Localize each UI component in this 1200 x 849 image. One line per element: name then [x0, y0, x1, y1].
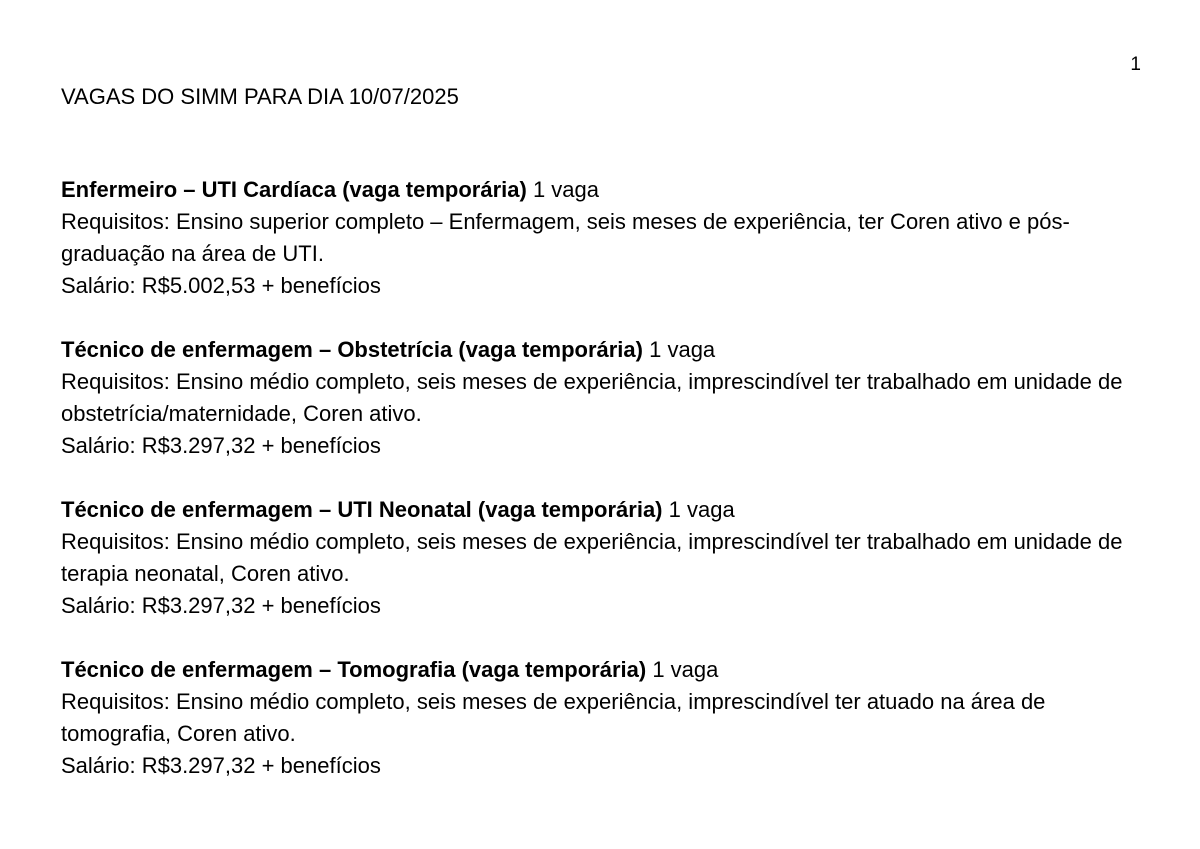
document-title: VAGAS DO SIMM PARA DIA 10/07/2025 — [61, 84, 459, 109]
job-heading — [61, 654, 1136, 686]
job-openings: 1 vaga — [532, 177, 600, 202]
job-listings — [61, 174, 1136, 782]
job-role: Enfermeiro – UTI Cardíaca (vaga temporária) — [61, 177, 527, 202]
job-openings: 1 vaga — [652, 657, 719, 682]
job-requirements: Requisitos: Ensino médio completo, seis meses de experiência, imprescindível ter atuado na área de tomografia, Coren ativo. — [61, 689, 1046, 746]
job-listing-tech-obstetrics — [61, 334, 1136, 462]
job-heading — [61, 494, 1136, 526]
job-role: Técnico de enfermagem – Tomografia (vaga temporária) — [61, 657, 647, 682]
job-salary: Salário: R$3.297,32 + benefícios — [61, 433, 381, 458]
page-number: 1 — [1130, 54, 1141, 75]
job-requirements: Requisitos: Ensino médio completo, seis meses de experiência, imprescindível ter trabalhado em unidade de terapia neonatal, Coren ativo. — [61, 529, 1123, 586]
job-salary: Salário: R$3.297,32 + benefícios — [61, 753, 381, 778]
job-salary: Salário: R$5.002,53 + benefícios — [61, 273, 381, 298]
job-openings: 1 vaga — [649, 337, 716, 362]
job-listing-tech-neonatal-icu — [61, 494, 1136, 622]
job-role: Técnico de enfermagem – UTI Neonatal (vaga temporária) — [61, 497, 663, 522]
job-role: Técnico de enfermagem – Obstetrícia (vaga temporária) — [61, 337, 643, 362]
job-heading — [61, 174, 1136, 206]
job-requirements: Requisitos: Ensino superior completo – Enfermagem, seis meses de experiência, ter Coren ativo e pós-graduação na área de UTI. — [61, 209, 1070, 266]
job-openings: 1 vaga — [668, 497, 735, 522]
job-heading — [61, 334, 1136, 366]
job-requirements: Requisitos: Ensino médio completo, seis meses de experiência, imprescindível ter trabalhado em unidade de obstetrícia/maternidade, Coren ativo. — [61, 369, 1123, 426]
job-listing-nurse-cardiac-icu — [61, 174, 1136, 302]
job-salary: Salário: R$3.297,32 + benefícios — [61, 593, 381, 618]
job-listing-tech-tomography — [61, 654, 1136, 782]
